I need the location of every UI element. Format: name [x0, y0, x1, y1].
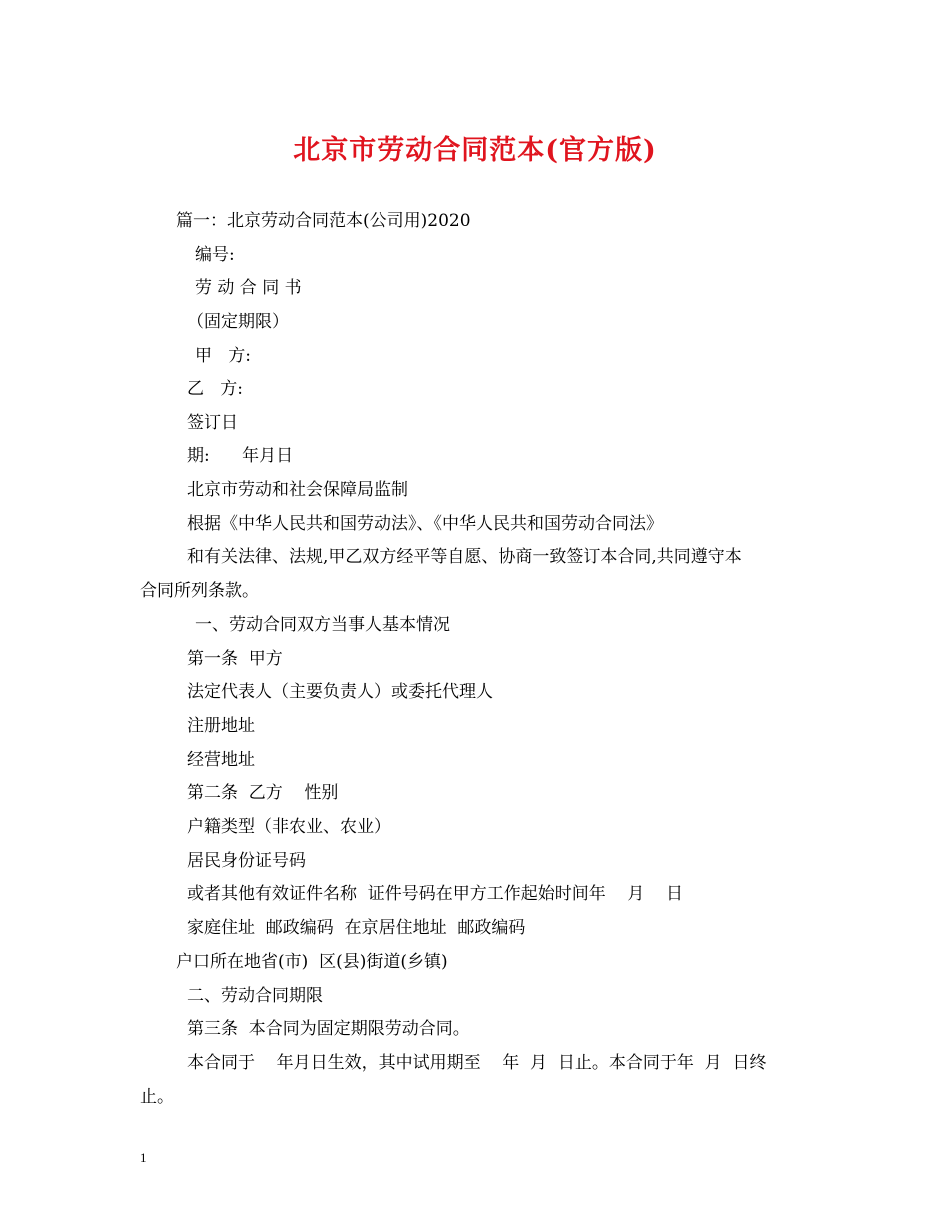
legal-representative-line: 法定代表人（主要负责人）或委托代理人 [187, 682, 493, 702]
id-number-line: 居民身份证号码 [187, 851, 306, 871]
agreement-paragraph-line-2: 合同所列条款。 [140, 581, 259, 601]
household-location-line: 户口所在地省(市) 区(县)街道(乡镇) [176, 952, 448, 972]
effective-date-line-2: 止。 [140, 1087, 174, 1107]
effective-date-line-1: 本合同于 年月日生效，其中试用期至 年 月 日止。本合同于年 月 日终 [187, 1053, 767, 1073]
document-title: 北京市劳动合同范本(官方版) [293, 135, 657, 166]
signing-date-value: 期: 年月日 [187, 446, 294, 466]
contract-number-label: 编号: [195, 245, 235, 265]
section-heading-part-one: 篇一：北京劳动合同范本(公司用)2020 [176, 211, 471, 231]
page-number: 1 [140, 1150, 147, 1165]
section-heading-term: 二、劳动合同期限 [187, 986, 323, 1006]
agreement-paragraph-line-1: 和有关法律、法规,甲乙双方经平等自愿、协商一致签订本合同,共同遵守本 [187, 547, 742, 567]
supervisor-line: 北京市劳动和社会保障局监制 [187, 480, 408, 500]
section-heading-parties: 一、劳动合同双方当事人基本情况 [195, 615, 450, 635]
signing-date-label: 签订日 [187, 413, 238, 433]
article-two-party-b: 第二条 乙方 性别 [187, 783, 339, 803]
contract-book-title: 劳 动 合 同 书 [195, 278, 302, 298]
home-address-line: 家庭住址 邮政编码 在京居住地址 邮政编码 [187, 918, 526, 938]
registered-address-line: 注册地址 [187, 716, 255, 736]
party-a-label: 甲 方: [195, 346, 251, 366]
legal-basis-line: 根据《中华人民共和国劳动法》、《中华人民共和国劳动合同法》 [187, 514, 663, 534]
party-b-label: 乙 方: [187, 379, 243, 399]
article-one-party-a: 第一条 甲方 [187, 649, 283, 669]
household-type-line: 户籍类型（非农业、农业） [187, 817, 391, 837]
other-certificate-line: 或者其他有效证件名称 证件号码在甲方工作起始时间年 月 日 [187, 884, 684, 904]
article-three-line: 第三条 本合同为固定期限劳动合同。 [187, 1019, 470, 1039]
business-address-line: 经营地址 [187, 750, 255, 770]
fixed-term-label: （固定期限） [187, 312, 289, 332]
